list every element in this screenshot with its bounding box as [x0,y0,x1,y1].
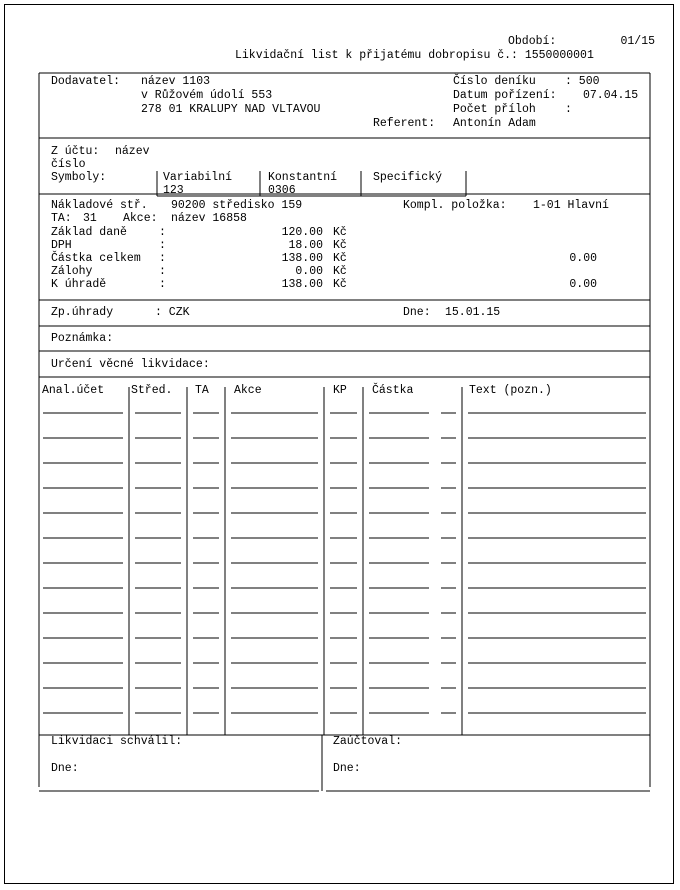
booked-by-label: Zaúčtoval: [333,735,403,748]
supplier-label: Dodavatel: [51,75,121,88]
approved-date-label: Dne: [51,762,79,775]
referent-label: Referent: [373,117,436,130]
supplier-city: 278 01 KRALUPY NAD VLTAVOU [141,103,321,116]
amount-currency: Kč [333,252,347,265]
action-value: název 16858 [171,212,247,225]
referent-value: Antonín Adam [453,117,536,130]
amount-colon: : [159,252,166,265]
payment-method-label: Zp.úhrady [51,306,114,319]
amount-value: 138.00 [281,252,323,265]
table-header: Akce [234,384,262,397]
entry-date-value: 07.04.15 [583,89,639,102]
table-header: Střed. [131,384,173,397]
amount-label: Zálohy [51,265,93,278]
account-number-label: číslo [51,158,86,171]
specific-symbol-label: Specifický [373,171,443,184]
payment-date-label: Dne: [403,306,431,319]
table-header: Text (pozn.) [469,384,552,397]
liquidation-sheet [4,4,674,884]
amount-value: 120.00 [281,226,323,239]
amount-currency: Kč [333,278,347,291]
amount-currency: Kč [333,239,347,252]
amount-value: 0.00 [295,265,323,278]
form-rules [5,5,675,885]
liquidation-label: Určení věcné likvidace: [51,358,210,371]
note-label: Poznámka: [51,332,114,345]
compl-item-value: 1-01 Hlavní [533,199,609,212]
from-account-value: název [115,145,150,158]
ta-value: 31 [83,212,97,225]
variable-symbol-value: 123 [163,184,184,197]
amount-label: Částka celkem [51,252,141,265]
constant-symbol-value: 0306 [268,184,296,197]
compl-item-label: Kompl. položka: [403,199,507,212]
amount-colon: : [159,226,166,239]
action-label: Akce: [123,212,158,225]
payment-date-value: 15.01.15 [445,306,501,319]
amount-colon: : [159,239,166,252]
approved-by-label: Likvidaci schválil: [51,735,183,748]
supplier-name: název 1103 [141,75,211,88]
supplier-street: v Růžovém údolí 553 [141,89,273,102]
ta-label: TA: [51,212,72,225]
amount-currency: Kč [333,226,347,239]
amount-extra: 0.00 [569,252,597,265]
payment-method-value: : CZK [155,306,190,319]
amount-colon: : [159,265,166,278]
cost-center-value: 90200 středisko 159 [171,199,303,212]
amount-value: 18.00 [288,239,323,252]
variable-symbol-label: Variabilní [163,171,233,184]
journal-number-label: Číslo deníku [453,75,536,88]
period-value: 01/15 [620,35,655,48]
attachments-value: : [565,103,572,116]
amount-extra: 0.00 [569,278,597,291]
period-label: Období: [508,35,557,48]
amount-label: K úhradě [51,278,107,291]
amount-label: DPH [51,239,72,252]
table-header: Částka [372,384,414,397]
booked-date-label: Dne: [333,762,361,775]
table-header: KP [333,384,347,397]
amount-colon: : [159,278,166,291]
amount-currency: Kč [333,265,347,278]
table-header: Anal.účet [42,384,105,397]
constant-symbol-label: Konstantní [268,171,338,184]
journal-number-value: : 500 [565,75,600,88]
amount-value: 138.00 [281,278,323,291]
from-account-label: Z účtu: [51,145,100,158]
cost-center-label: Nákladové stř. [51,199,148,212]
entry-date-label: Datum pořízení: [453,89,557,102]
amount-label: Základ daně [51,226,127,239]
attachments-label: Počet příloh [453,103,536,116]
symbols-label: Symboly: [51,171,107,184]
document-title: Likvidační list k přijatému dobropisu č.: 1550000001 [235,49,594,62]
table-header: TA [195,384,209,397]
